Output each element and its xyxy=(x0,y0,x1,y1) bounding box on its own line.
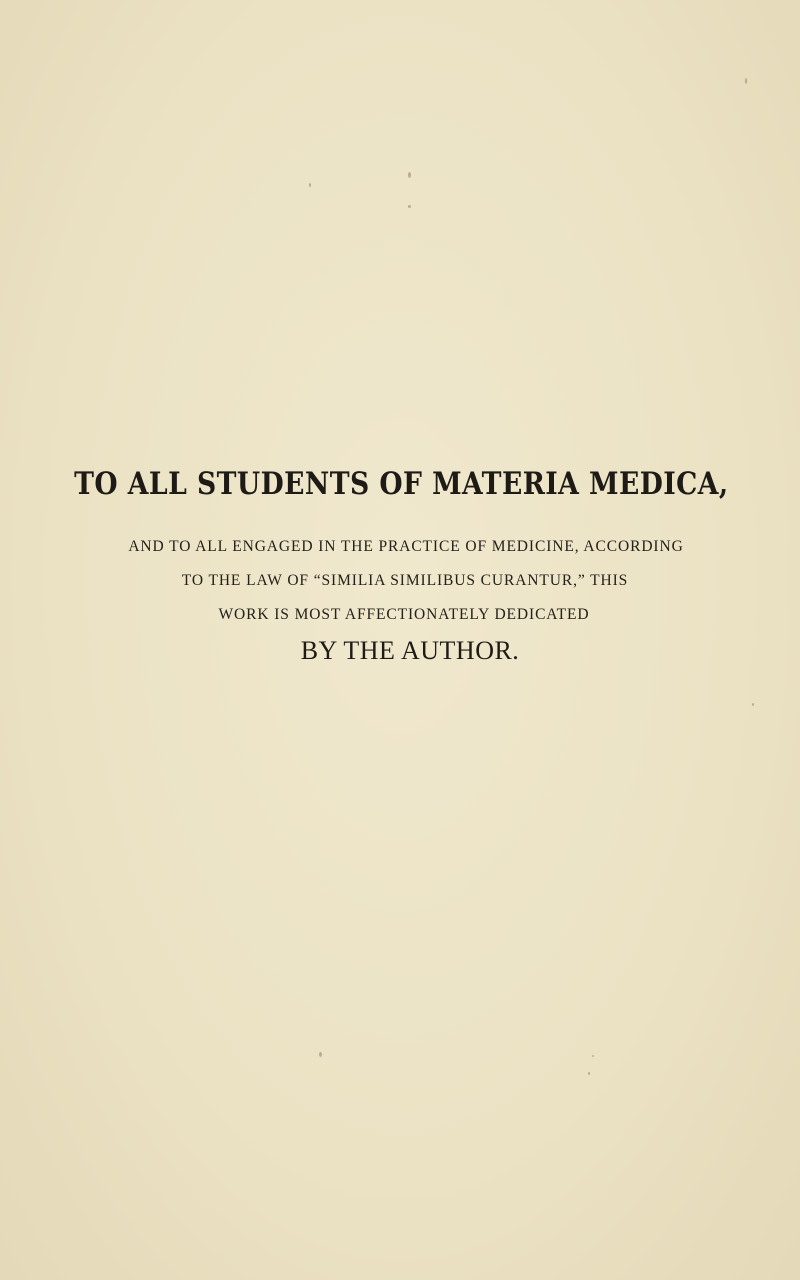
dedication-line-2: TO THE LAW OF “SIMILIA SIMILIBUS CURANTUR,” THIS xyxy=(181,572,629,589)
paper-speck xyxy=(319,1052,322,1057)
paper-speck xyxy=(588,1072,590,1075)
paper-speck xyxy=(592,1055,594,1057)
paper-speck xyxy=(309,183,311,187)
byline: BY THE AUTHOR. xyxy=(300,636,520,665)
dedication-line-1: AND TO ALL ENGAGED IN THE PRACTICE OF MEDICINE, ACCORDING xyxy=(128,538,684,555)
paper-speck xyxy=(745,78,747,84)
paper-speck xyxy=(408,205,411,208)
paper-speck xyxy=(408,172,411,178)
paper-speck xyxy=(752,703,754,706)
dedication-heading: TO ALL STUDENTS OF MATERIA MEDICA, xyxy=(74,466,729,502)
dedication-line-3: WORK IS MOST AFFECTIONATELY DEDICATED xyxy=(218,606,590,623)
